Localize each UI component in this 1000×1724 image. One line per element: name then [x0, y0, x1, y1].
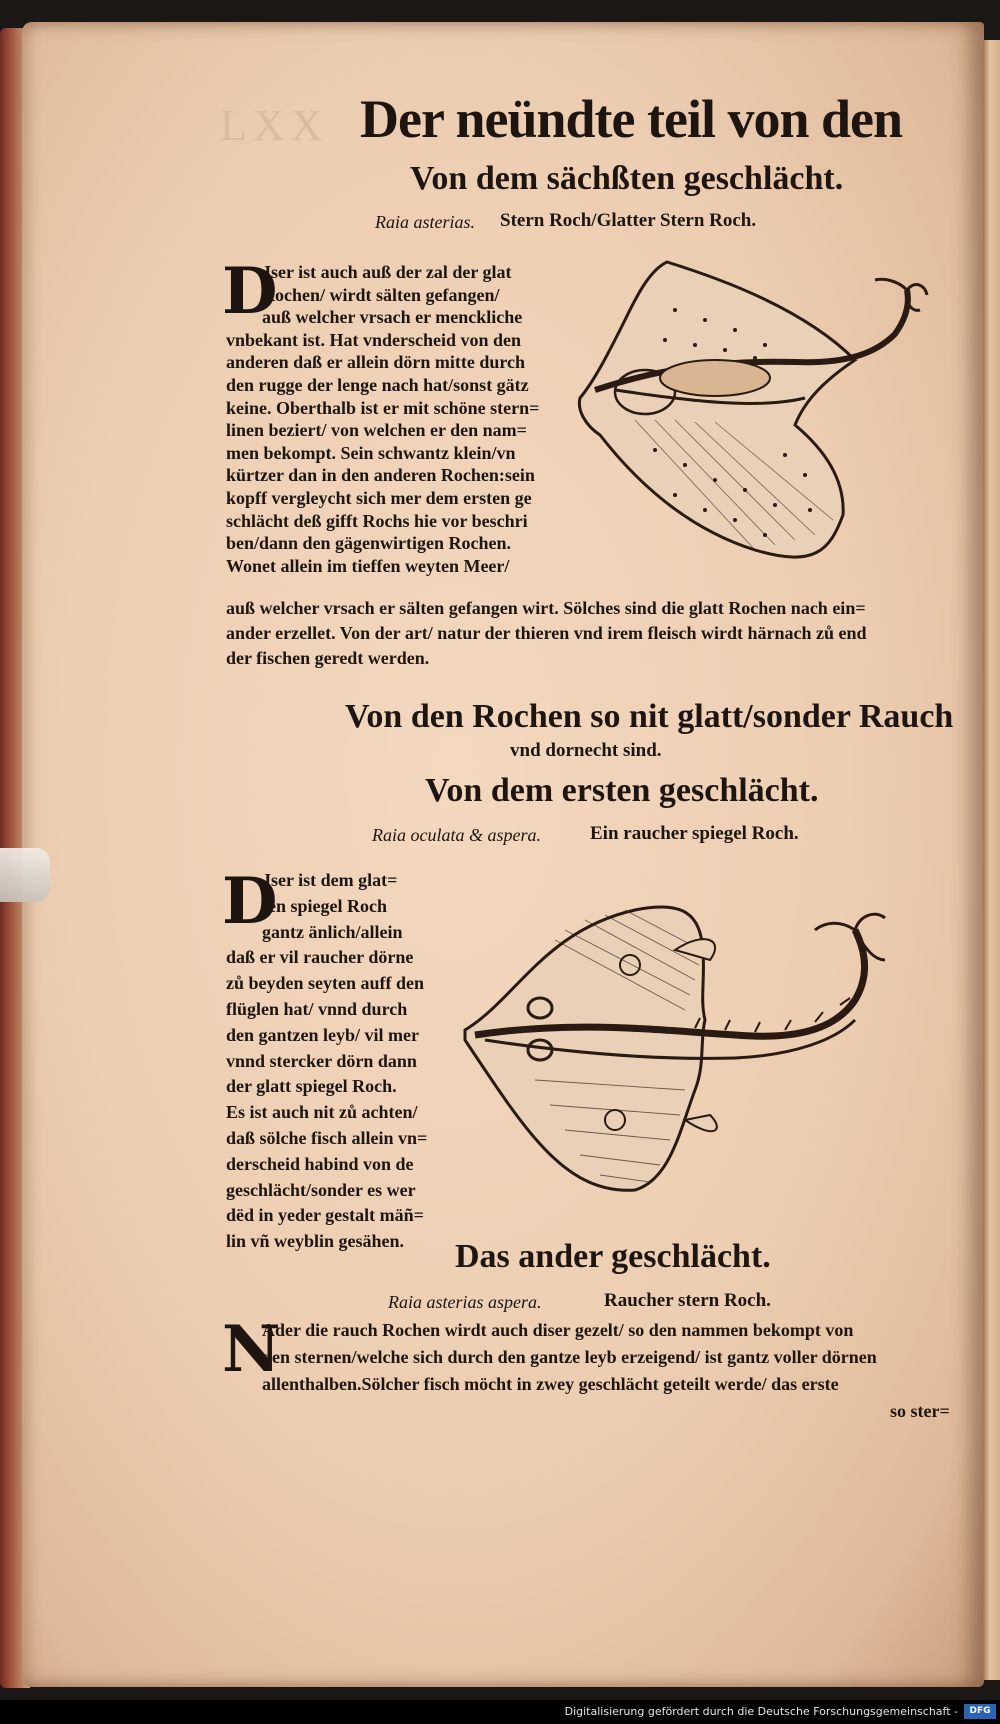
- text-line: auß welcher vrsach er sälten gefangen wirt. Sölches sind die glatt Rochen nach ein=: [226, 598, 866, 618]
- section3-heading: Von dem ersten geschlächt.: [425, 772, 819, 809]
- text-line: auß welcher vrsach er menckliche: [262, 307, 523, 328]
- text-line: Rochen/ wirdt sälten gefangen/: [262, 284, 500, 305]
- section1-latin-name: Raia asterias.: [375, 212, 476, 232]
- text-line: Ader die rauch Rochen wirdt auch diser gezelt/ so den nammen bekompt von: [262, 1320, 854, 1340]
- section4-initial: N: [222, 1312, 281, 1387]
- text-line: Jser ist auch auß der zal der glat: [262, 262, 512, 282]
- text-line: Wonet allein im tieffen weyten Meer/: [226, 555, 510, 576]
- text-line: gantz änlich/allein: [262, 921, 403, 942]
- text-line: ander erzellet. Von der art/ natur der thieren vnd irem fleisch wirdt härnach zů end: [226, 623, 867, 643]
- text-line: dëd in yeder gestalt mäñ=: [226, 1205, 424, 1226]
- text-line: derscheid habind von de: [226, 1153, 414, 1174]
- section4-german-name: Raucher stern Roch.: [604, 1290, 771, 1311]
- text-line: Jser ist dem glat=: [262, 870, 398, 890]
- text-line: flüglen hat/ vnnd durch: [226, 999, 408, 1019]
- text-line: schlächt deß gifft Rochs hie vor beschri: [226, 510, 528, 531]
- text-line: den gantzen leyb/ vil mer: [226, 1024, 419, 1045]
- section2-subheading: vnd dornecht sind.: [510, 740, 662, 761]
- text-line: zů beyden seyten auff den: [226, 973, 425, 994]
- page-clip: [0, 848, 50, 902]
- text-line: keine. Oberthalb ist er mit schöne stern=: [226, 397, 540, 418]
- text-line: linen beziert/ von welchen er den nam=: [226, 420, 527, 441]
- text-line: kürtzer dan in den anderen Rochen:sein: [226, 465, 535, 486]
- text-line: so ster=: [890, 1401, 950, 1421]
- text-line: geschlächt/sonder es wer: [226, 1179, 416, 1200]
- text-line: Es ist auch nit zů achten/: [226, 1102, 418, 1123]
- text-line: der fischen geredt werden.: [226, 648, 430, 668]
- text-line: vnbekant ist. Hat vnderscheid von den: [226, 329, 522, 350]
- facing-page-edge: [983, 40, 1000, 1680]
- section1-heading: Von dem sächßten geschlächt.: [410, 160, 844, 197]
- section1-initial: D: [222, 254, 278, 329]
- text-line: anderen daß er allein dörn mitte durch: [226, 352, 526, 373]
- section1-german-name: Stern Roch/Glatter Stern Roch.: [500, 210, 757, 231]
- text-line: ben/dann den gägenwirtigen Rochen.: [226, 533, 512, 554]
- rough-ray-illustration: [455, 890, 945, 1200]
- text-line: den rugge der lenge nach hat/sonst gätz: [226, 375, 529, 395]
- text-line: ten spiegel Roch: [262, 895, 387, 916]
- text-line: daß sölche fisch allein vn=: [226, 1128, 428, 1148]
- section2-heading: Von den Rochen so nit glatt/sonder Rauch: [345, 698, 954, 735]
- text-line: der glatt spiegel Roch.: [226, 1076, 397, 1097]
- digitization-footer: [0, 1700, 1000, 1724]
- ghost-folio-number: LXX: [220, 101, 329, 150]
- dfg-logo: DFG: [964, 1704, 996, 1719]
- running-title: Der neündte teil von den: [360, 89, 903, 149]
- text-line: lin vñ weyblin gesähen.: [226, 1231, 405, 1252]
- text-line: vnnd stercker dörn dann: [226, 1050, 417, 1071]
- text-line: men bekompt. Sein schwantz klein/vn: [226, 442, 516, 463]
- section4-heading: Das ander geschlächt.: [455, 1238, 771, 1275]
- section3-initial: D: [222, 864, 278, 939]
- section4-latin-name: Raia asterias aspera.: [388, 1292, 542, 1312]
- footer-credit: Digitalisierung gefördert durch die Deutsche Forschungsgemeinschaft -: [564, 1705, 958, 1718]
- text-line: allenthalben.Sölcher fisch möcht in zwey geschlächt geteilt werde/ das erste: [262, 1374, 839, 1394]
- section3-latin-name: Raia oculata & aspera.: [372, 825, 541, 845]
- text-line: daß er vil raucher dörne: [226, 947, 414, 968]
- text-line: kopff vergleycht sich mer dem ersten ge: [226, 488, 532, 508]
- starry-ray-illustration: [575, 250, 945, 580]
- section3-german-name: Ein raucher spiegel Roch.: [590, 823, 799, 844]
- text-line: den sternen/welche sich durch den gantze leyb erzeigend/ ist gantz voller dörnen: [262, 1347, 877, 1367]
